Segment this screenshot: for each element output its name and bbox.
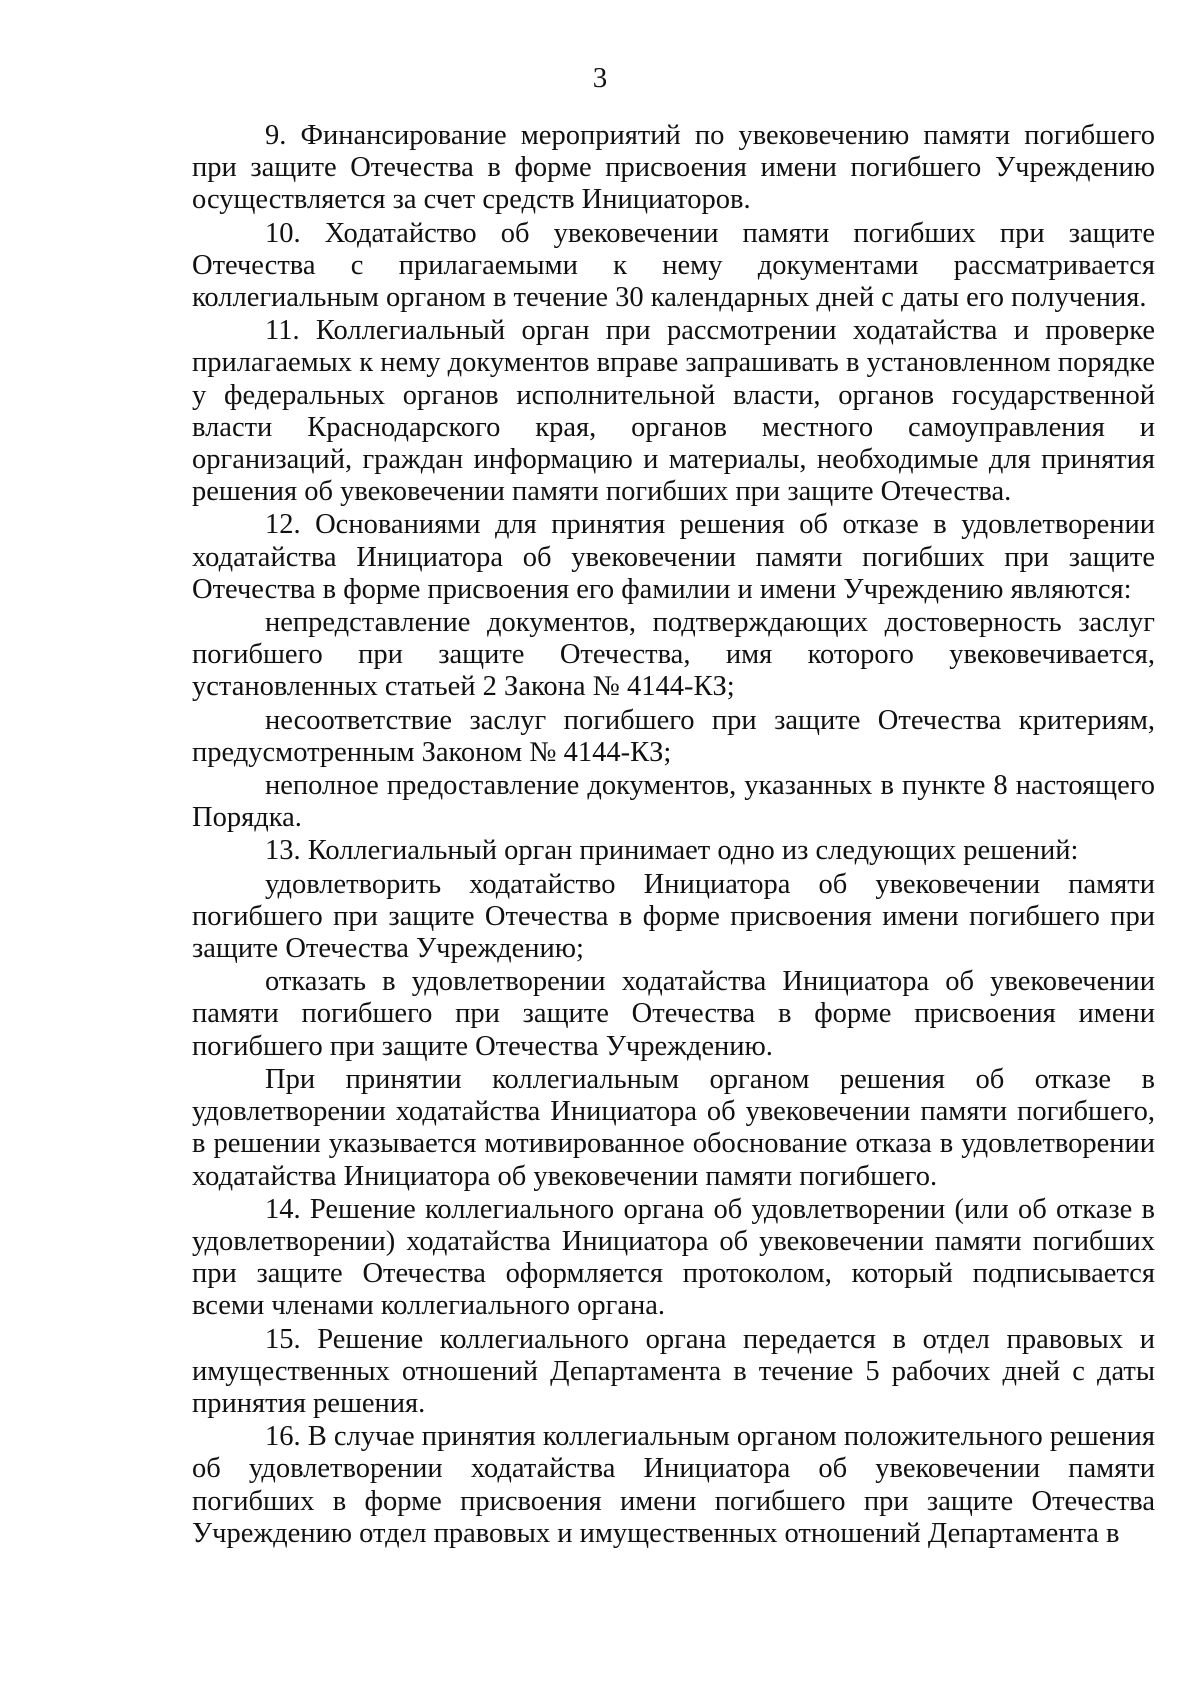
paragraph-9: 9. Финансирование мероприятий по увековечению памяти погибшего при защите Отечества в форме присвоения имени погибшего Учреждению осуществляется за счет средств Инициаторов. [192, 120, 1155, 216]
refusal-ground-1: непредставление документов, подтверждающих достоверность заслуг погибшего при защите Отечества, имя которого увековечивается, установленных статьей 2 Закона № 4144-КЗ; [192, 607, 1155, 703]
paragraph-16: 16. В случае принятия коллегиальным органом положительного решения об удовлетворении ходатайства Инициатора об увековечении памяти погибших в форме присвоения имени погибшего при защите Отечества Учреждению отдел правовых и имущественных отношений Департамента в [192, 1421, 1155, 1549]
paragraph-12: 12. Основаниями для принятия решения об отказе в удовлетворении ходатайства Инициатора об увековечении памяти погибших при защите Отечества в форме присвоения его фамилии и имени Учреждению являются: [192, 509, 1155, 605]
paragraph-14: 14. Решение коллегиального органа об удовлетворении (или об отказе в удовлетворении) ходатайства Инициатора об увековечении памяти погибших при защите Отечества оформляется протоколом, который подписывается всеми членами коллегиального органа. [192, 1193, 1155, 1322]
paragraph-10: 10. Ходатайство об увековечении памяти погибших при защите Отечества с прилагаемыми к нему документами рассматривается коллегиальным органом в течение 30 календарных дней с даты его получения. [192, 217, 1155, 314]
refusal-ground-2: несоответствие заслуг погибшего при защите Отечества критериям, предусмотренным Законом № 4144-КЗ; [192, 704, 1155, 768]
paragraph-15: 15. Решение коллегиального органа передается в отдел правовых и имущественных отношений Департамента в течение 5 рабочих дней с даты принятия решения. [192, 1323, 1155, 1419]
refusal-ground-3: неполное предоставление документов, указанных в пункте 8 настоящего Порядка. [192, 770, 1155, 834]
page-number: 3 [592, 62, 608, 94]
refusal-justification-paragraph: При принятии коллегиальным органом решения об отказе в удовлетворении ходатайства Инициатора об увековечении памяти погибшего, в решении указывается мотивированное обоснование отказа в удовлетворении ходатайства Инициатора об увековечении памяти погибшего. [192, 1063, 1155, 1192]
decision-option-refuse: отказать в удовлетворении ходатайства Инициатора об увековечении памяти погибшего при защите Отечества в форме присвоения имени погибшего при защите Отечества Учреждению. [192, 966, 1155, 1062]
paragraph-13: 13. Коллегиальный орган принимает одно из следующих решений: [265, 835, 1079, 867]
decision-option-approve: удовлетворить ходатайство Инициатора об увековечении памяти погибшего при защите Отечества в форме присвоения имени погибшего при защите Отечества Учреждению; [192, 868, 1155, 965]
paragraph-11: 11. Коллегиальный орган при рассмотрении ходатайства и проверке прилагаемых к нему документов вправе запрашивать в установленном порядке у федеральных органов исполнительной власти, органов государственной власти Краснодарского края, органов местного самоуправления и организаций, граждан информацию и материалы, необходимые для принятия решения об увековечении памяти погибших при защите Отечества. [192, 315, 1155, 508]
document-body [192, 120, 1155, 1550]
